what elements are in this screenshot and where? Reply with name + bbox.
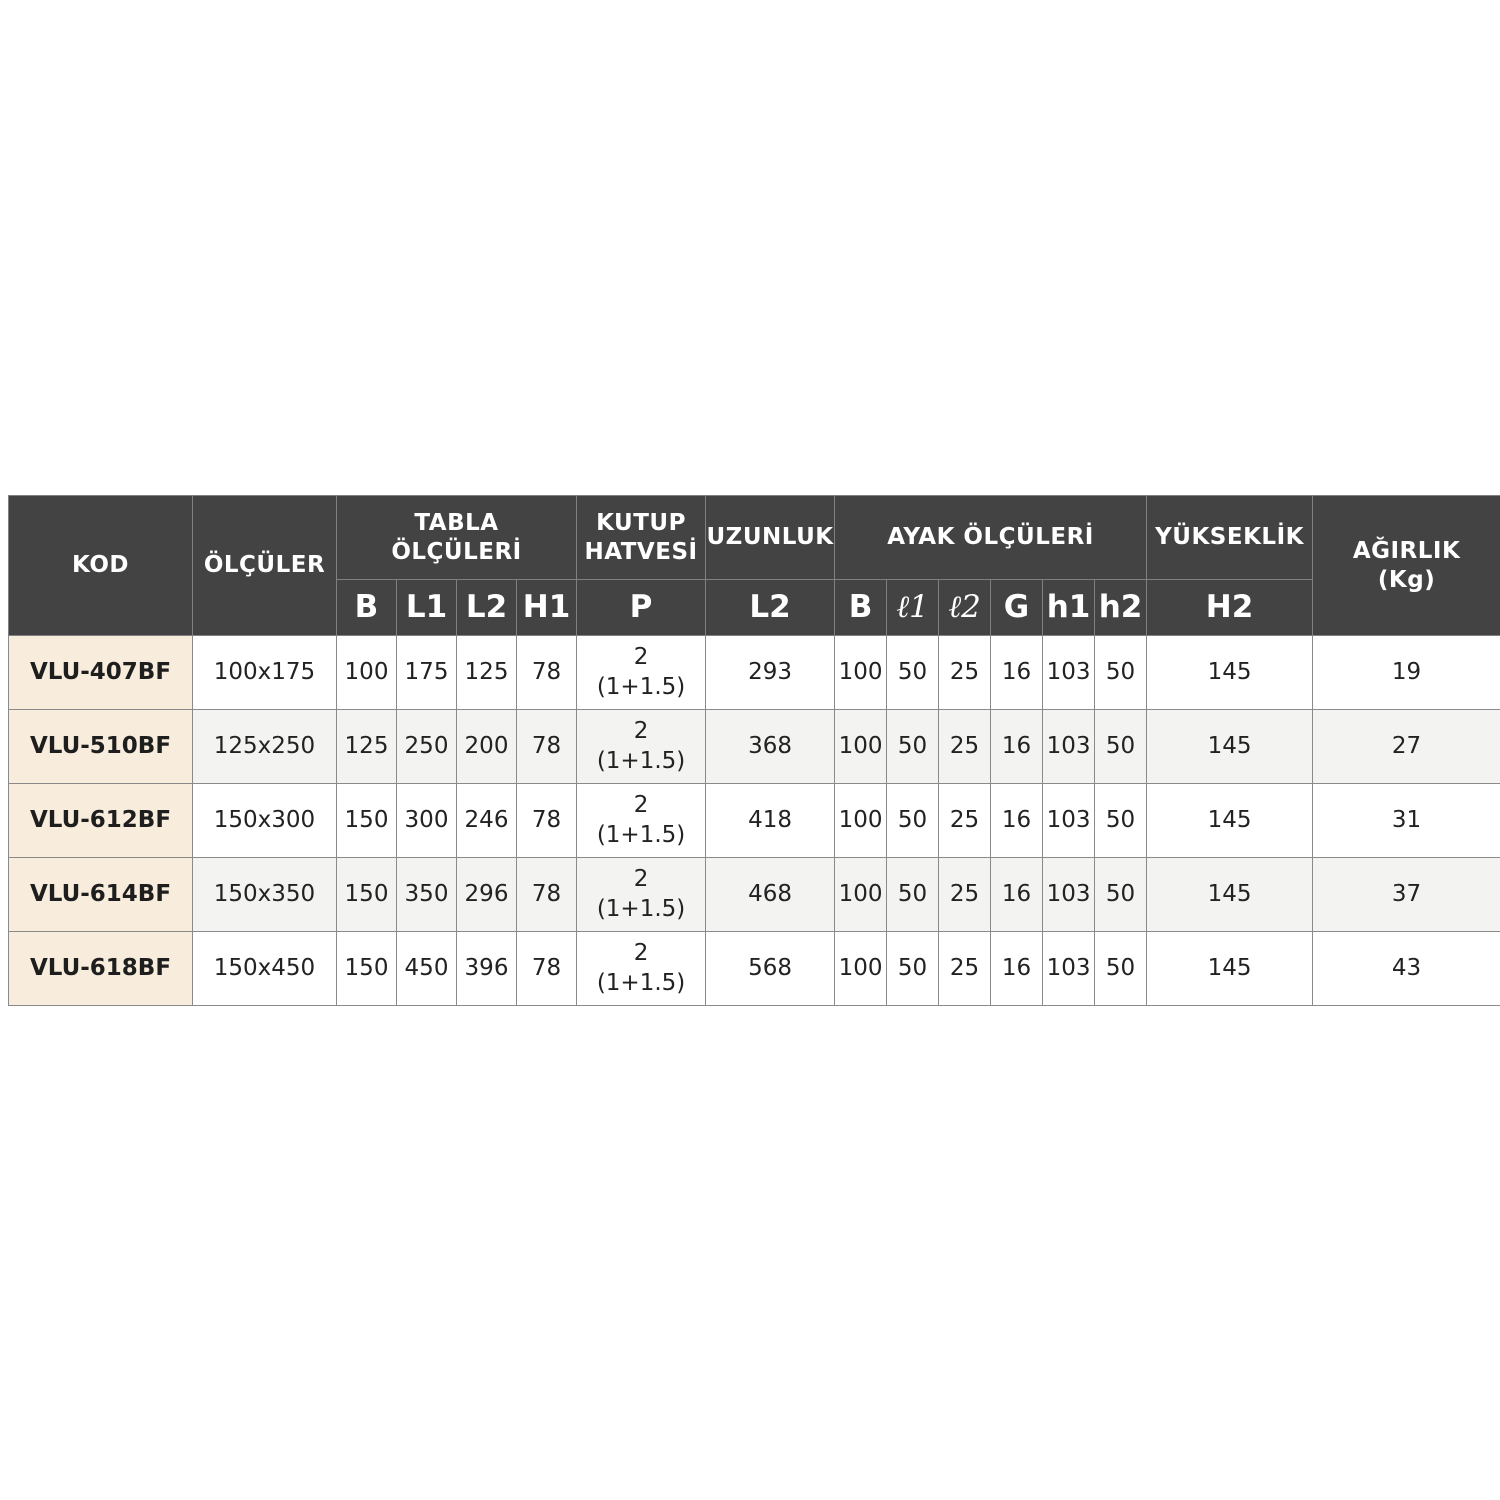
header-yukseklik: YÜKSEKLİK <box>1147 496 1313 580</box>
cell-ayak-h2: 50 <box>1095 710 1147 784</box>
cell-tabla-h1: 78 <box>517 710 577 784</box>
cell-tabla-l1: 450 <box>397 932 457 1006</box>
cell-tabla-b: 150 <box>337 932 397 1006</box>
spec-table <box>8 495 1500 1006</box>
table-row <box>9 932 1500 1006</box>
table-row <box>9 858 1500 932</box>
cell-kutup-p-line1: 2 <box>633 939 649 966</box>
subheader-tabla-l1: L1 <box>397 580 457 636</box>
header-tabla-olculeri <box>337 496 577 580</box>
subheader-ayak-l2-text: ℓ2 <box>948 589 981 626</box>
cell-tabla-b: 100 <box>337 636 397 710</box>
header-ayak-olculeri: AYAK ÖLÇÜLERİ <box>835 496 1147 580</box>
cell-yukseklik-h2: 145 <box>1147 636 1313 710</box>
cell-kutup-p-line1: 2 <box>633 643 649 670</box>
cell-tabla-h1: 78 <box>517 636 577 710</box>
header-agirlik-line2: (Kg) <box>1377 566 1436 593</box>
cell-ayak-l1: 50 <box>887 932 939 1006</box>
cell-yukseklik-h2: 145 <box>1147 710 1313 784</box>
cell-uzunluk: 568 <box>706 932 835 1006</box>
cell-ayak-h1: 103 <box>1043 932 1095 1006</box>
header-agirlik-line1: AĞIRLIK <box>1352 537 1461 564</box>
cell-ayak-l2: 25 <box>939 784 991 858</box>
subheader-tabla-l2: L2 <box>457 580 517 636</box>
header-kutup-line1: KUTUP <box>596 509 686 536</box>
cell-tabla-l1: 300 <box>397 784 457 858</box>
subheader-kutup-p: P <box>577 580 706 636</box>
subheader-ayak-l1-text: ℓ1 <box>896 589 929 626</box>
table-row <box>9 636 1500 710</box>
cell-ayak-g: 16 <box>991 710 1043 784</box>
header-kod: KOD <box>9 496 193 636</box>
cell-olculer: 150x350 <box>193 858 337 932</box>
cell-kutup-p <box>577 932 706 1006</box>
cell-tabla-l1: 350 <box>397 858 457 932</box>
subheader-ayak-l1 <box>887 580 939 636</box>
cell-olculer: 100x175 <box>193 636 337 710</box>
cell-tabla-l2: 125 <box>457 636 517 710</box>
cell-agirlik: 43 <box>1313 932 1500 1006</box>
cell-ayak-b: 100 <box>835 858 887 932</box>
cell-ayak-h1: 103 <box>1043 710 1095 784</box>
cell-tabla-b: 150 <box>337 858 397 932</box>
cell-tabla-l2: 200 <box>457 710 517 784</box>
table-row <box>9 710 1500 784</box>
cell-agirlik: 37 <box>1313 858 1500 932</box>
cell-tabla-h1: 78 <box>517 932 577 1006</box>
cell-kutup-p-line2: (1+1.5) <box>596 747 686 774</box>
cell-ayak-h2: 50 <box>1095 784 1147 858</box>
cell-agirlik: 31 <box>1313 784 1500 858</box>
header-tabla-line1: TABLA <box>414 509 499 536</box>
cell-kutup-p-line2: (1+1.5) <box>596 895 686 922</box>
cell-kutup-p-line1: 2 <box>633 717 649 744</box>
subheader-yukseklik-h2: H2 <box>1147 580 1313 636</box>
header-kutup-line2: HATVESİ <box>584 538 698 565</box>
header-tabla-line2: ÖLÇÜLERİ <box>391 538 522 565</box>
cell-agirlik: 19 <box>1313 636 1500 710</box>
cell-kutup-p-line2: (1+1.5) <box>596 821 686 848</box>
cell-kod: VLU-618BF <box>9 932 193 1006</box>
cell-kutup-p <box>577 710 706 784</box>
cell-kutup-p-line2: (1+1.5) <box>596 673 686 700</box>
cell-olculer: 125x250 <box>193 710 337 784</box>
cell-kutup-p <box>577 784 706 858</box>
cell-ayak-h2: 50 <box>1095 858 1147 932</box>
cell-tabla-l1: 250 <box>397 710 457 784</box>
cell-ayak-h1: 103 <box>1043 858 1095 932</box>
cell-olculer: 150x300 <box>193 784 337 858</box>
cell-uzunluk: 418 <box>706 784 835 858</box>
subheader-tabla-b: B <box>337 580 397 636</box>
cell-tabla-h1: 78 <box>517 784 577 858</box>
header-kutup-hatvesi <box>577 496 706 580</box>
subheader-ayak-g: G <box>991 580 1043 636</box>
header-olculer: ÖLÇÜLER <box>193 496 337 636</box>
cell-agirlik: 27 <box>1313 710 1500 784</box>
cell-tabla-l2: 246 <box>457 784 517 858</box>
cell-ayak-b: 100 <box>835 784 887 858</box>
cell-olculer: 150x450 <box>193 932 337 1006</box>
cell-kod: VLU-612BF <box>9 784 193 858</box>
table-row <box>9 784 1500 858</box>
cell-ayak-l2: 25 <box>939 636 991 710</box>
cell-ayak-g: 16 <box>991 932 1043 1006</box>
cell-tabla-b: 150 <box>337 784 397 858</box>
cell-uzunluk: 293 <box>706 636 835 710</box>
cell-ayak-h2: 50 <box>1095 932 1147 1006</box>
cell-ayak-l2: 25 <box>939 858 991 932</box>
spec-table-container <box>8 495 1500 1006</box>
cell-kutup-p-line2: (1+1.5) <box>596 969 686 996</box>
cell-ayak-g: 16 <box>991 784 1043 858</box>
subheader-tabla-h1: H1 <box>517 580 577 636</box>
cell-ayak-g: 16 <box>991 636 1043 710</box>
header-agirlik <box>1313 496 1500 636</box>
cell-tabla-h1: 78 <box>517 858 577 932</box>
cell-ayak-l2: 25 <box>939 932 991 1006</box>
cell-yukseklik-h2: 145 <box>1147 932 1313 1006</box>
cell-ayak-b: 100 <box>835 932 887 1006</box>
cell-ayak-b: 100 <box>835 636 887 710</box>
cell-ayak-h1: 103 <box>1043 636 1095 710</box>
cell-kutup-p <box>577 858 706 932</box>
cell-ayak-b: 100 <box>835 710 887 784</box>
subheader-ayak-h1: h1 <box>1043 580 1095 636</box>
cell-ayak-l1: 50 <box>887 710 939 784</box>
cell-tabla-l2: 396 <box>457 932 517 1006</box>
cell-ayak-h2: 50 <box>1095 636 1147 710</box>
cell-yukseklik-h2: 145 <box>1147 784 1313 858</box>
cell-kod: VLU-614BF <box>9 858 193 932</box>
cell-kod: VLU-510BF <box>9 710 193 784</box>
cell-yukseklik-h2: 145 <box>1147 858 1313 932</box>
cell-uzunluk: 468 <box>706 858 835 932</box>
cell-ayak-l2: 25 <box>939 710 991 784</box>
spec-table-body <box>9 636 1500 1006</box>
cell-tabla-b: 125 <box>337 710 397 784</box>
subheader-ayak-h2: h2 <box>1095 580 1147 636</box>
subheader-ayak-l2 <box>939 580 991 636</box>
cell-kutup-p-line1: 2 <box>633 865 649 892</box>
cell-tabla-l2: 296 <box>457 858 517 932</box>
header-uzunluk: UZUNLUK <box>706 496 835 580</box>
subheader-ayak-b: B <box>835 580 887 636</box>
subheader-uzunluk-l2: L2 <box>706 580 835 636</box>
cell-kutup-p <box>577 636 706 710</box>
cell-uzunluk: 368 <box>706 710 835 784</box>
cell-ayak-g: 16 <box>991 858 1043 932</box>
cell-tabla-l1: 175 <box>397 636 457 710</box>
cell-ayak-l1: 50 <box>887 636 939 710</box>
cell-kutup-p-line1: 2 <box>633 791 649 818</box>
cell-ayak-l1: 50 <box>887 784 939 858</box>
cell-ayak-h1: 103 <box>1043 784 1095 858</box>
cell-ayak-l1: 50 <box>887 858 939 932</box>
cell-kod: VLU-407BF <box>9 636 193 710</box>
